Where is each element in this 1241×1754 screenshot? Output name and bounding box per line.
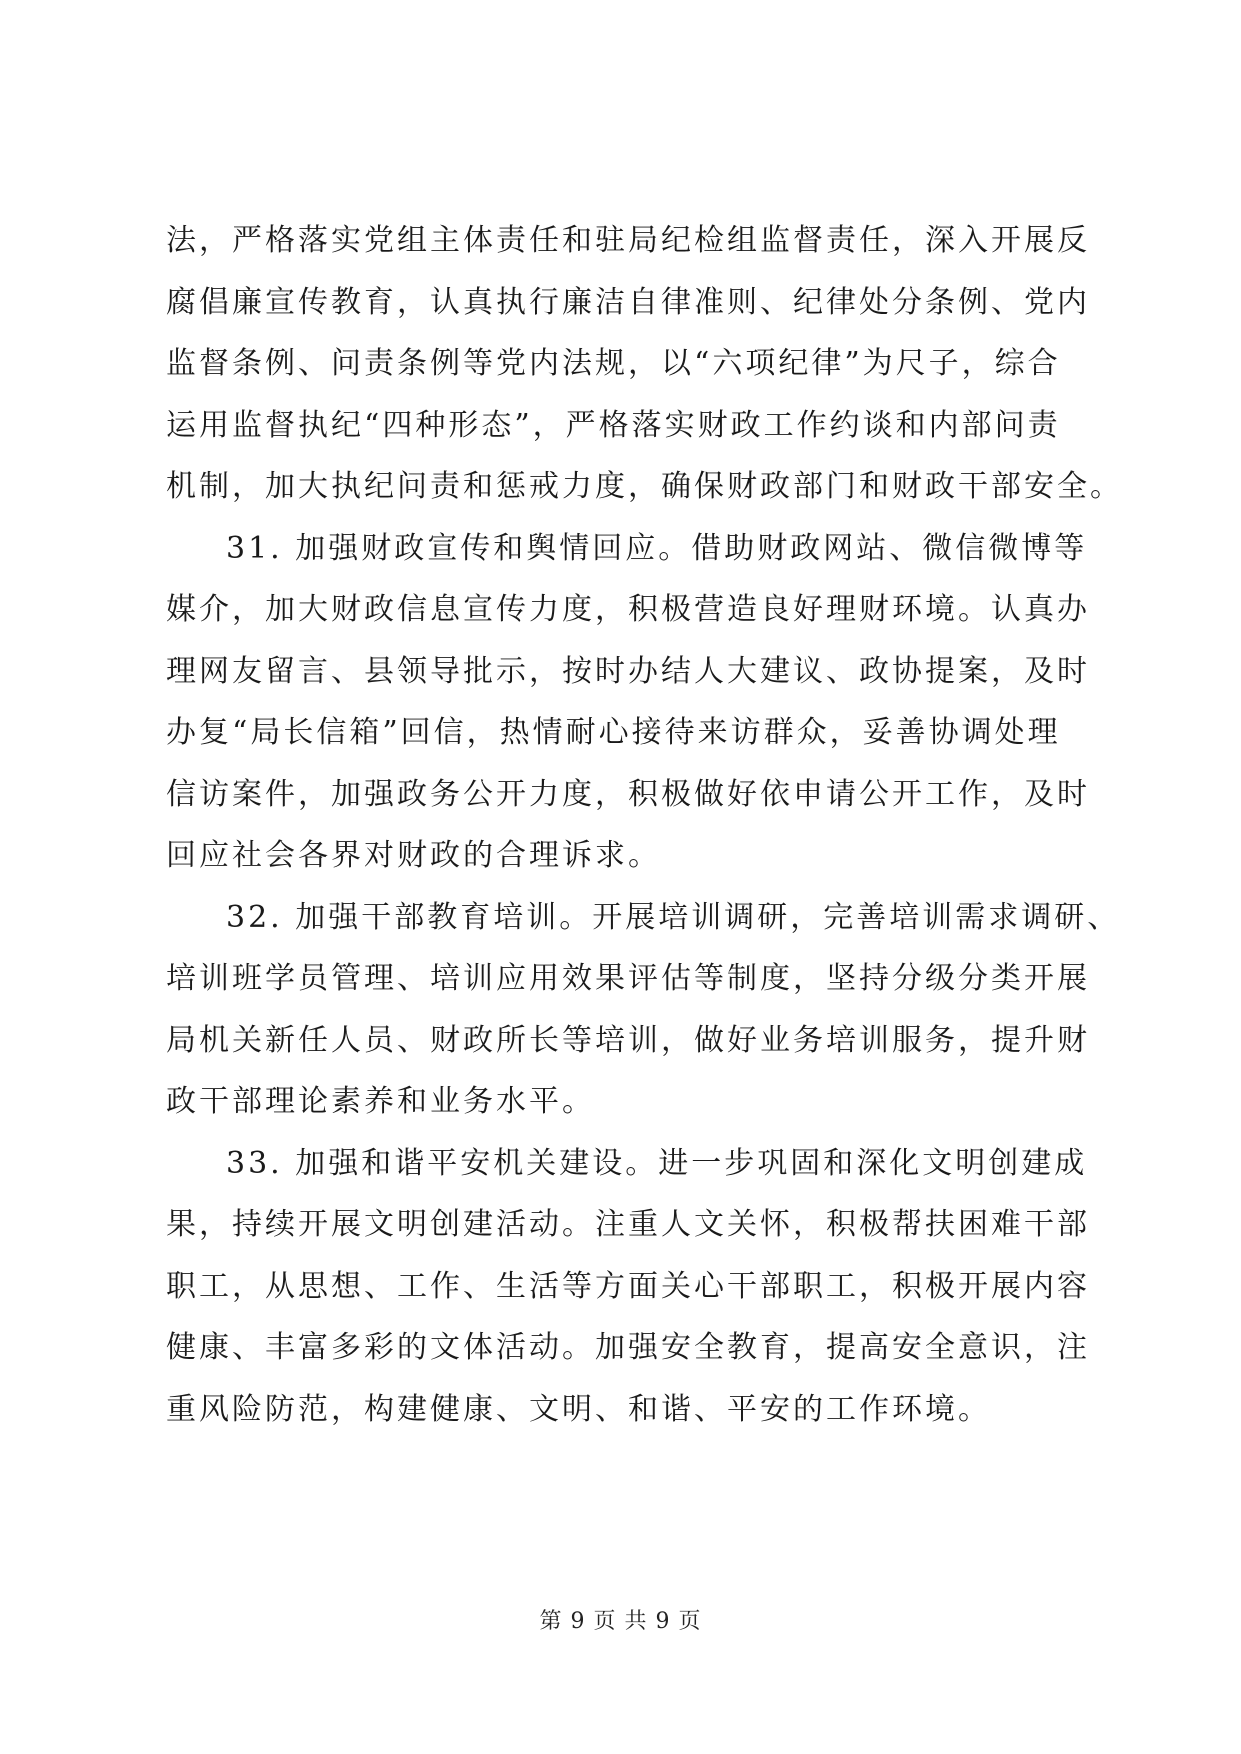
paragraph-30-continued xyxy=(166,223,1123,532)
text-line: 法，严格落实党组主体责任和驻局纪检组监督责任，深入开展反 xyxy=(166,223,1090,258)
paragraph-33 xyxy=(166,1145,1090,1455)
text-line: 监督条例、问责条例等党内法规，以“六项纪律”为尺子，综合 xyxy=(166,346,1061,381)
document-body xyxy=(166,223,1123,1454)
text-line: 重风险防范，构建健康、文明、和谐、平安的工作环境。 xyxy=(166,1391,991,1427)
paragraph-heading-line: 33. 加强和谐平安机关建设。进一步巩固和深化文明创建成 xyxy=(226,1145,1088,1181)
text-line: 办复“局长信箱”回信，热情耐心接待来访群众，妥善协调处理 xyxy=(166,715,1061,750)
text-line: 培训班学员管理、培训应用效果评估等制度，坚持分级分类开展 xyxy=(166,961,1090,996)
page-number-footer: 第 9 页 共 9 页 xyxy=(539,1609,702,1634)
text-line: 健康、丰富多彩的文体活动。加强安全教育，提高安全意识，注 xyxy=(166,1330,1090,1365)
text-line: 媒介，加大财政信息宣传力度，积极营造良好理财环境。认真办 xyxy=(166,592,1090,627)
text-line: 理网友留言、县领导批示，按时办结人大建议、政协提案，及时 xyxy=(166,653,1090,689)
text-line: 职工，从思想、工作、生活等方面关心干部职工，积极开展内容 xyxy=(166,1268,1090,1304)
text-line: 运用监督执纪“四种形态”，严格落实财政工作约谈和内部问责 xyxy=(166,407,1061,443)
text-line: 回应社会各界对财政的合理诉求。 xyxy=(166,838,661,873)
text-line: 信访案件，加强政务公开力度，积极做好依申请公开工作，及时 xyxy=(166,776,1090,812)
text-line: 果，持续开展文明创建活动。注重人文关怀，积极帮扶困难干部 xyxy=(166,1207,1090,1242)
text-line: 政干部理论素养和业务水平。 xyxy=(166,1084,595,1119)
paragraph-heading-line: 32. 加强干部教育培训。开展培训调研，完善培训需求调研、 xyxy=(226,899,1121,935)
text-line: 腐倡廉宣传教育，认真执行廉洁自律准则、纪律处分条例、党内 xyxy=(166,284,1090,320)
paragraph-32 xyxy=(166,899,1121,1147)
paragraph-heading-line: 31. 加强财政宣传和舆情回应。借助财政网站、微信微博等 xyxy=(226,530,1088,566)
text-line: 机制，加大执纪问责和惩戒力度，确保财政部门和财政干部安全。 xyxy=(166,469,1123,504)
text-line: 局机关新任人员、财政所长等培训，做好业务培训服务，提升财 xyxy=(166,1022,1090,1058)
paragraph-31 xyxy=(166,530,1090,901)
